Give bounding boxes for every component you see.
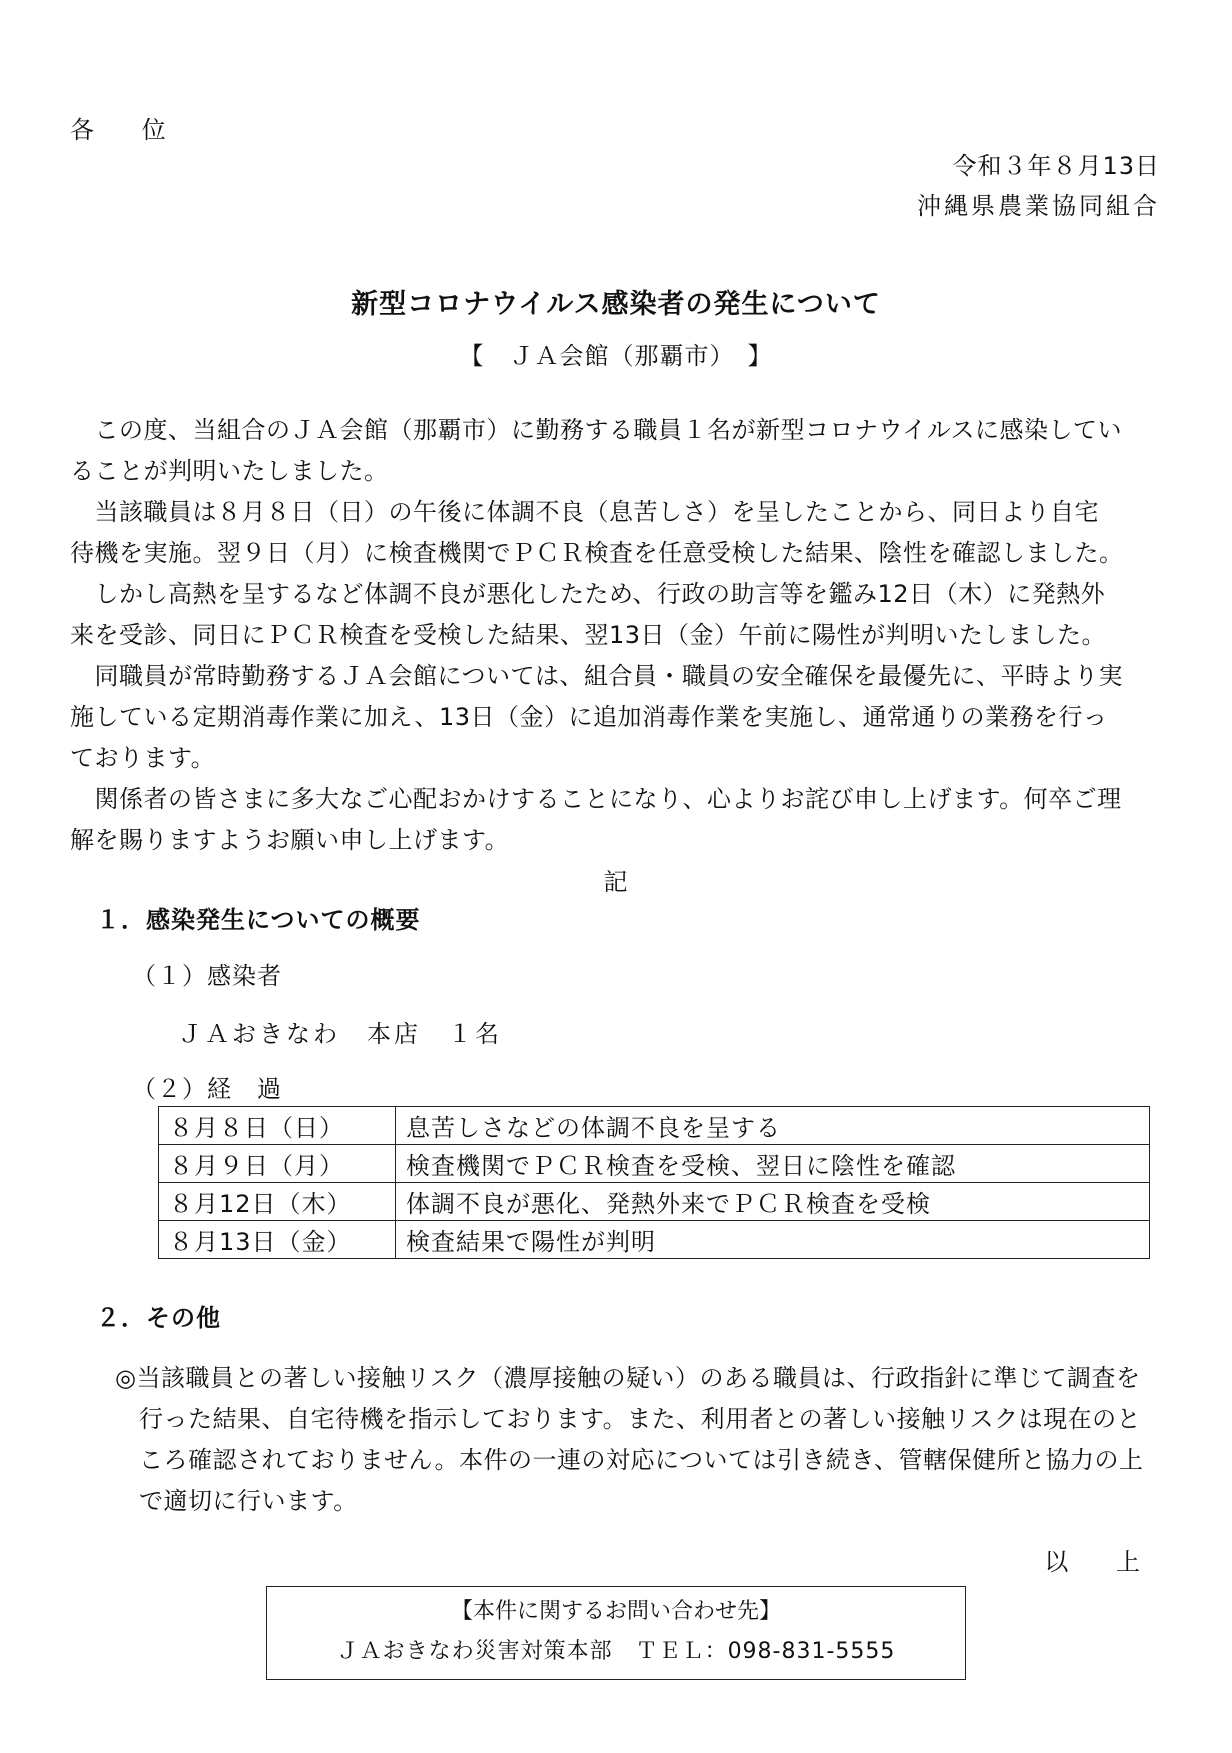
addressee: 各 位 — [70, 116, 186, 144]
body-line: この度、当組合のＪＡ会館（那覇市）に勤務する職員１名が新型コロナウイルスに感染してい — [70, 416, 1123, 444]
timeline-date: ８月８日（日） — [159, 1107, 396, 1145]
section-2-heading: ２．その他 — [96, 1304, 221, 1332]
body-line: 待機を実施。翌９日（月）に検査機関でＰＣＲ検査を任意受検した結果、陰性を確認しました。 — [70, 539, 1124, 567]
table-row — [159, 1145, 1150, 1183]
document-subtitle: 【 ＪＡ会館（那覇市） 】 — [459, 342, 773, 370]
section-1-heading: １．感染発生についての概要 — [96, 906, 421, 934]
body-line: 同職員が常時勤務するＪＡ会館については、組合員・職員の安全確保を最優先に、平時より実 — [70, 662, 1124, 690]
body-line: ることが判明いたしました。 — [70, 457, 389, 485]
organization-name: 沖縄県農業協同組合 — [917, 192, 1160, 220]
other-line: ◎当該職員との著しい接触リスク（濃厚接触の疑い）のある職員は、行政指針に準じて調査を — [115, 1364, 1141, 1392]
contact-box — [266, 1586, 966, 1680]
body-line: 解を賜りますようお願い申し上げます。 — [70, 826, 510, 854]
timeline-event: 検査機関でＰＣＲ検査を受検、翌日に陰性を確認 — [396, 1145, 1150, 1183]
body-line: ております。 — [70, 744, 216, 772]
timeline-event: 息苦しさなどの体調不良を呈する — [396, 1107, 1150, 1145]
contact-heading: 【本件に関するお問い合わせ先】 — [450, 1599, 781, 1624]
body-line: しかし高熱を呈するなど体調不良が悪化したため、行政の助言等を鑑み12日（木）に発熱外 — [70, 580, 1106, 608]
body-line: 施している定期消毒作業に加え、13日（金）に追加消毒作業を実施し、通常通りの業務を行っ — [70, 703, 1108, 731]
other-line: 行った結果、自宅待機を指示しております。また、利用者との著しい接触リスクは現在のと — [139, 1405, 1142, 1433]
other-line: で適切に行います。 — [139, 1487, 358, 1515]
subsection-timeline-heading: （２）経 過 — [132, 1075, 282, 1103]
table-row — [159, 1221, 1150, 1259]
infected-summary: ＪＡおきなわ 本店 １名 — [178, 1020, 502, 1048]
ki-marker: 記 — [603, 868, 629, 896]
contact-line: ＪＡおきなわ災害対策本部 ＴＥＬ：098-831-5555 — [336, 1639, 896, 1664]
closing-mark: 以 上 — [1044, 1548, 1160, 1576]
body-line: 来を受診、同日にＰＣＲ検査を受検した結果、翌13日（金）午前に陽性が判明いたしました。 — [70, 621, 1107, 649]
other-line: ころ確認されておりません。本件の一連の対応については引き続き、管轄保健所と協力の上 — [139, 1446, 1144, 1474]
table-row — [159, 1107, 1150, 1145]
timeline-table — [158, 1106, 1150, 1259]
timeline-event: 検査結果で陽性が判明 — [396, 1221, 1150, 1259]
document-title: 新型コロナウイルス感染者の発生について — [351, 289, 881, 320]
timeline-event: 体調不良が悪化、発熱外来でＰＣＲ検査を受検 — [396, 1183, 1150, 1221]
table-row — [159, 1183, 1150, 1221]
timeline-date: ８月９日（月） — [159, 1145, 396, 1183]
body-line: 当該職員は８月８日（日）の午後に体調不良（息苦しさ）を呈したことから、同日より自宅 — [70, 498, 1099, 526]
other-notes — [115, 1358, 1175, 1522]
issue-date: 令和３年８月13日 — [952, 152, 1160, 180]
timeline-date: ８月12日（木） — [159, 1183, 396, 1221]
body-text — [70, 410, 1170, 861]
subsection-infected-heading: （１）感染者 — [132, 962, 282, 990]
body-line: 関係者の皆さまに多大なご心配おかけすることになり、心よりお詫び申し上げます。何卒ご理 — [70, 785, 1122, 813]
timeline-date: ８月13日（金） — [159, 1221, 396, 1259]
